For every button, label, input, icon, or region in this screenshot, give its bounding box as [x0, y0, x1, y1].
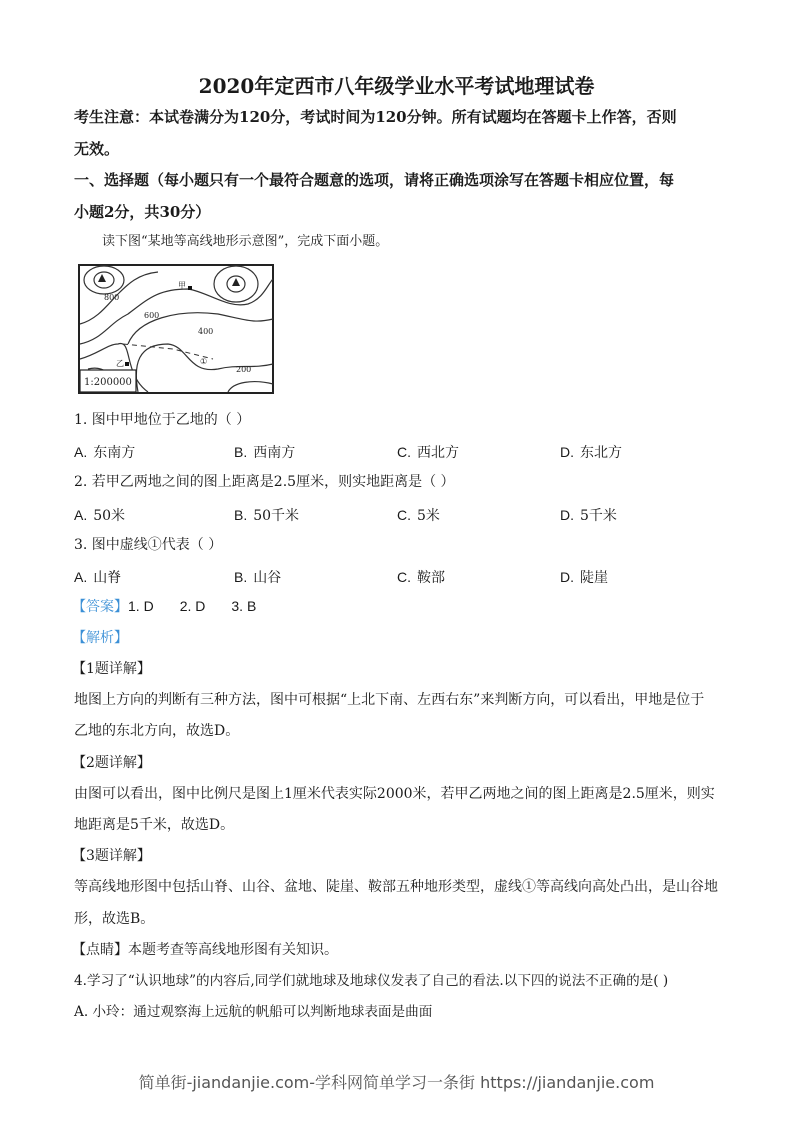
option-text: 山脊 [93, 570, 122, 586]
option-letter: C. [397, 507, 411, 523]
label-one: ① [200, 357, 208, 366]
detail-1-line-2: 乙地的东北方向，故选D。 [74, 723, 240, 739]
option-text: 东南方 [93, 445, 136, 461]
option-letter: A. [74, 569, 88, 585]
question-1-option-b[interactable] [234, 442, 295, 462]
option-text: 5千米 [580, 508, 617, 524]
option-letter: D. [560, 569, 574, 585]
option-text: 西南方 [253, 445, 296, 461]
question-4-option-a[interactable]: A. 小玲：通过观察海上远航的帆船可以判断地球表面是曲面 [74, 1004, 433, 1020]
footer-watermark: 简单街-jiandanjie.com-学科网简单学习一条街 https://jiandanjie.com [138, 1073, 655, 1092]
detail-2-heading: 【2题详解】 [72, 755, 151, 771]
scale-label: 1:200000 [84, 377, 132, 388]
question-2-option-b[interactable] [234, 505, 299, 525]
answer-item: 2. D [179, 598, 206, 614]
detail-1-heading: 【1题详解】 [72, 661, 151, 677]
answer-line [72, 597, 256, 615]
section-heading-line-1: 一、选择题（每小题只有一个最符合题意的选项，请将正确选项涂写在答题卡相应位置，每 [74, 171, 675, 189]
question-3-option-a[interactable] [74, 567, 121, 587]
detail-2-line-1: 由图可以看出，图中比例尺是图上1厘米代表实际2000米，若甲乙两地之间的图上距离是2.5厘米，则实 [74, 786, 715, 802]
option-text: 5米 [417, 508, 440, 524]
option-text: 50千米 [253, 508, 300, 524]
detail-2-line-2: 地距离是5千米，故选D。 [74, 817, 235, 833]
question-2-option-a[interactable] [74, 505, 125, 525]
notice-line-2: 无效。 [74, 140, 120, 158]
question-3-option-b[interactable] [234, 567, 281, 587]
answer-label: 【答案】 [72, 598, 128, 614]
analysis-label: 【解析】 [72, 629, 128, 645]
detail-3-heading: 【3题详解】 [72, 848, 151, 864]
question-2-option-c[interactable] [397, 505, 440, 525]
option-letter: C. [397, 569, 411, 585]
option-letter: D. [560, 507, 574, 523]
option-text: 西北方 [417, 445, 459, 461]
page-title: 2020年定西市八年级学业水平考试地理试卷 [198, 74, 595, 98]
option-text: 鞍部 [417, 570, 445, 586]
option-letter: A. [74, 444, 88, 460]
question-1-option-a[interactable] [74, 442, 135, 462]
label-600: 600 [144, 311, 160, 320]
option-text: 陡崖 [580, 570, 608, 586]
question-1-option-d[interactable] [560, 442, 622, 462]
option-letter: A. [74, 507, 88, 523]
question-3-option-c[interactable] [397, 567, 445, 587]
detail-1-line-1: 地图上方向的判断有三种方法，图中可根据“上北下南、左西右东”来判断方向，可以看出，甲地是位于 [74, 692, 705, 708]
label-yi: 乙 [116, 359, 124, 368]
question-4-stem: 4.学习了“认识地球”的内容后,同学们就地球及地球仪发表了自己的看法.以下四的说法不正确的是( ) [74, 973, 669, 989]
answer-item: 1. D [128, 598, 154, 614]
point-jia-marker [188, 286, 192, 290]
section-heading-line-2: 小题2分，共30分） [74, 203, 211, 221]
option-letter: D. [560, 444, 574, 460]
answer-item: 3. B [231, 598, 257, 614]
contour-map [78, 264, 274, 394]
option-text: 东北方 [580, 445, 622, 461]
label-jia: 甲 [178, 281, 186, 290]
point-yi-marker [125, 362, 129, 366]
label-200: 200 [236, 365, 252, 374]
detail-3-line-1: 等高线地形图中包括山脊、山谷、盆地、陡崖、鞍部五种地形类型，虚线①等高线向高处凸出，是山谷地 [74, 879, 718, 895]
question-1-stem: 1. 图中甲地位于乙地的（ ） [74, 412, 251, 428]
intro-text: 读下图“某地等高线地形示意图”，完成下面小题。 [102, 234, 389, 249]
question-2-option-d[interactable] [560, 505, 617, 525]
option-text: 山谷 [253, 570, 282, 586]
option-letter: C. [397, 444, 411, 460]
question-1-option-c[interactable] [397, 442, 459, 462]
notice-line-1: 考生注意：本试卷满分为120分，考试时间为120分钟。所有试题均在答题卡上作答，否则 [74, 108, 677, 126]
question-2-stem: 2. 若甲乙两地之间的图上距离是2.5厘米，则实地距离是（ ） [74, 474, 455, 490]
option-letter: B. [234, 569, 248, 585]
option-text: 50米 [93, 508, 126, 524]
option-letter: B. [234, 507, 248, 523]
dianjing-note: 【点睛】本题考查等高线地形图有关知识。 [72, 942, 338, 958]
question-3-option-d[interactable] [560, 567, 608, 587]
detail-3-line-2: 形，故选B。 [74, 911, 155, 927]
label-800: 800 [104, 293, 120, 302]
option-letter: B. [234, 444, 248, 460]
question-3-stem: 3. 图中虚线①代表（ ） [74, 537, 223, 553]
label-400: 400 [198, 327, 214, 336]
